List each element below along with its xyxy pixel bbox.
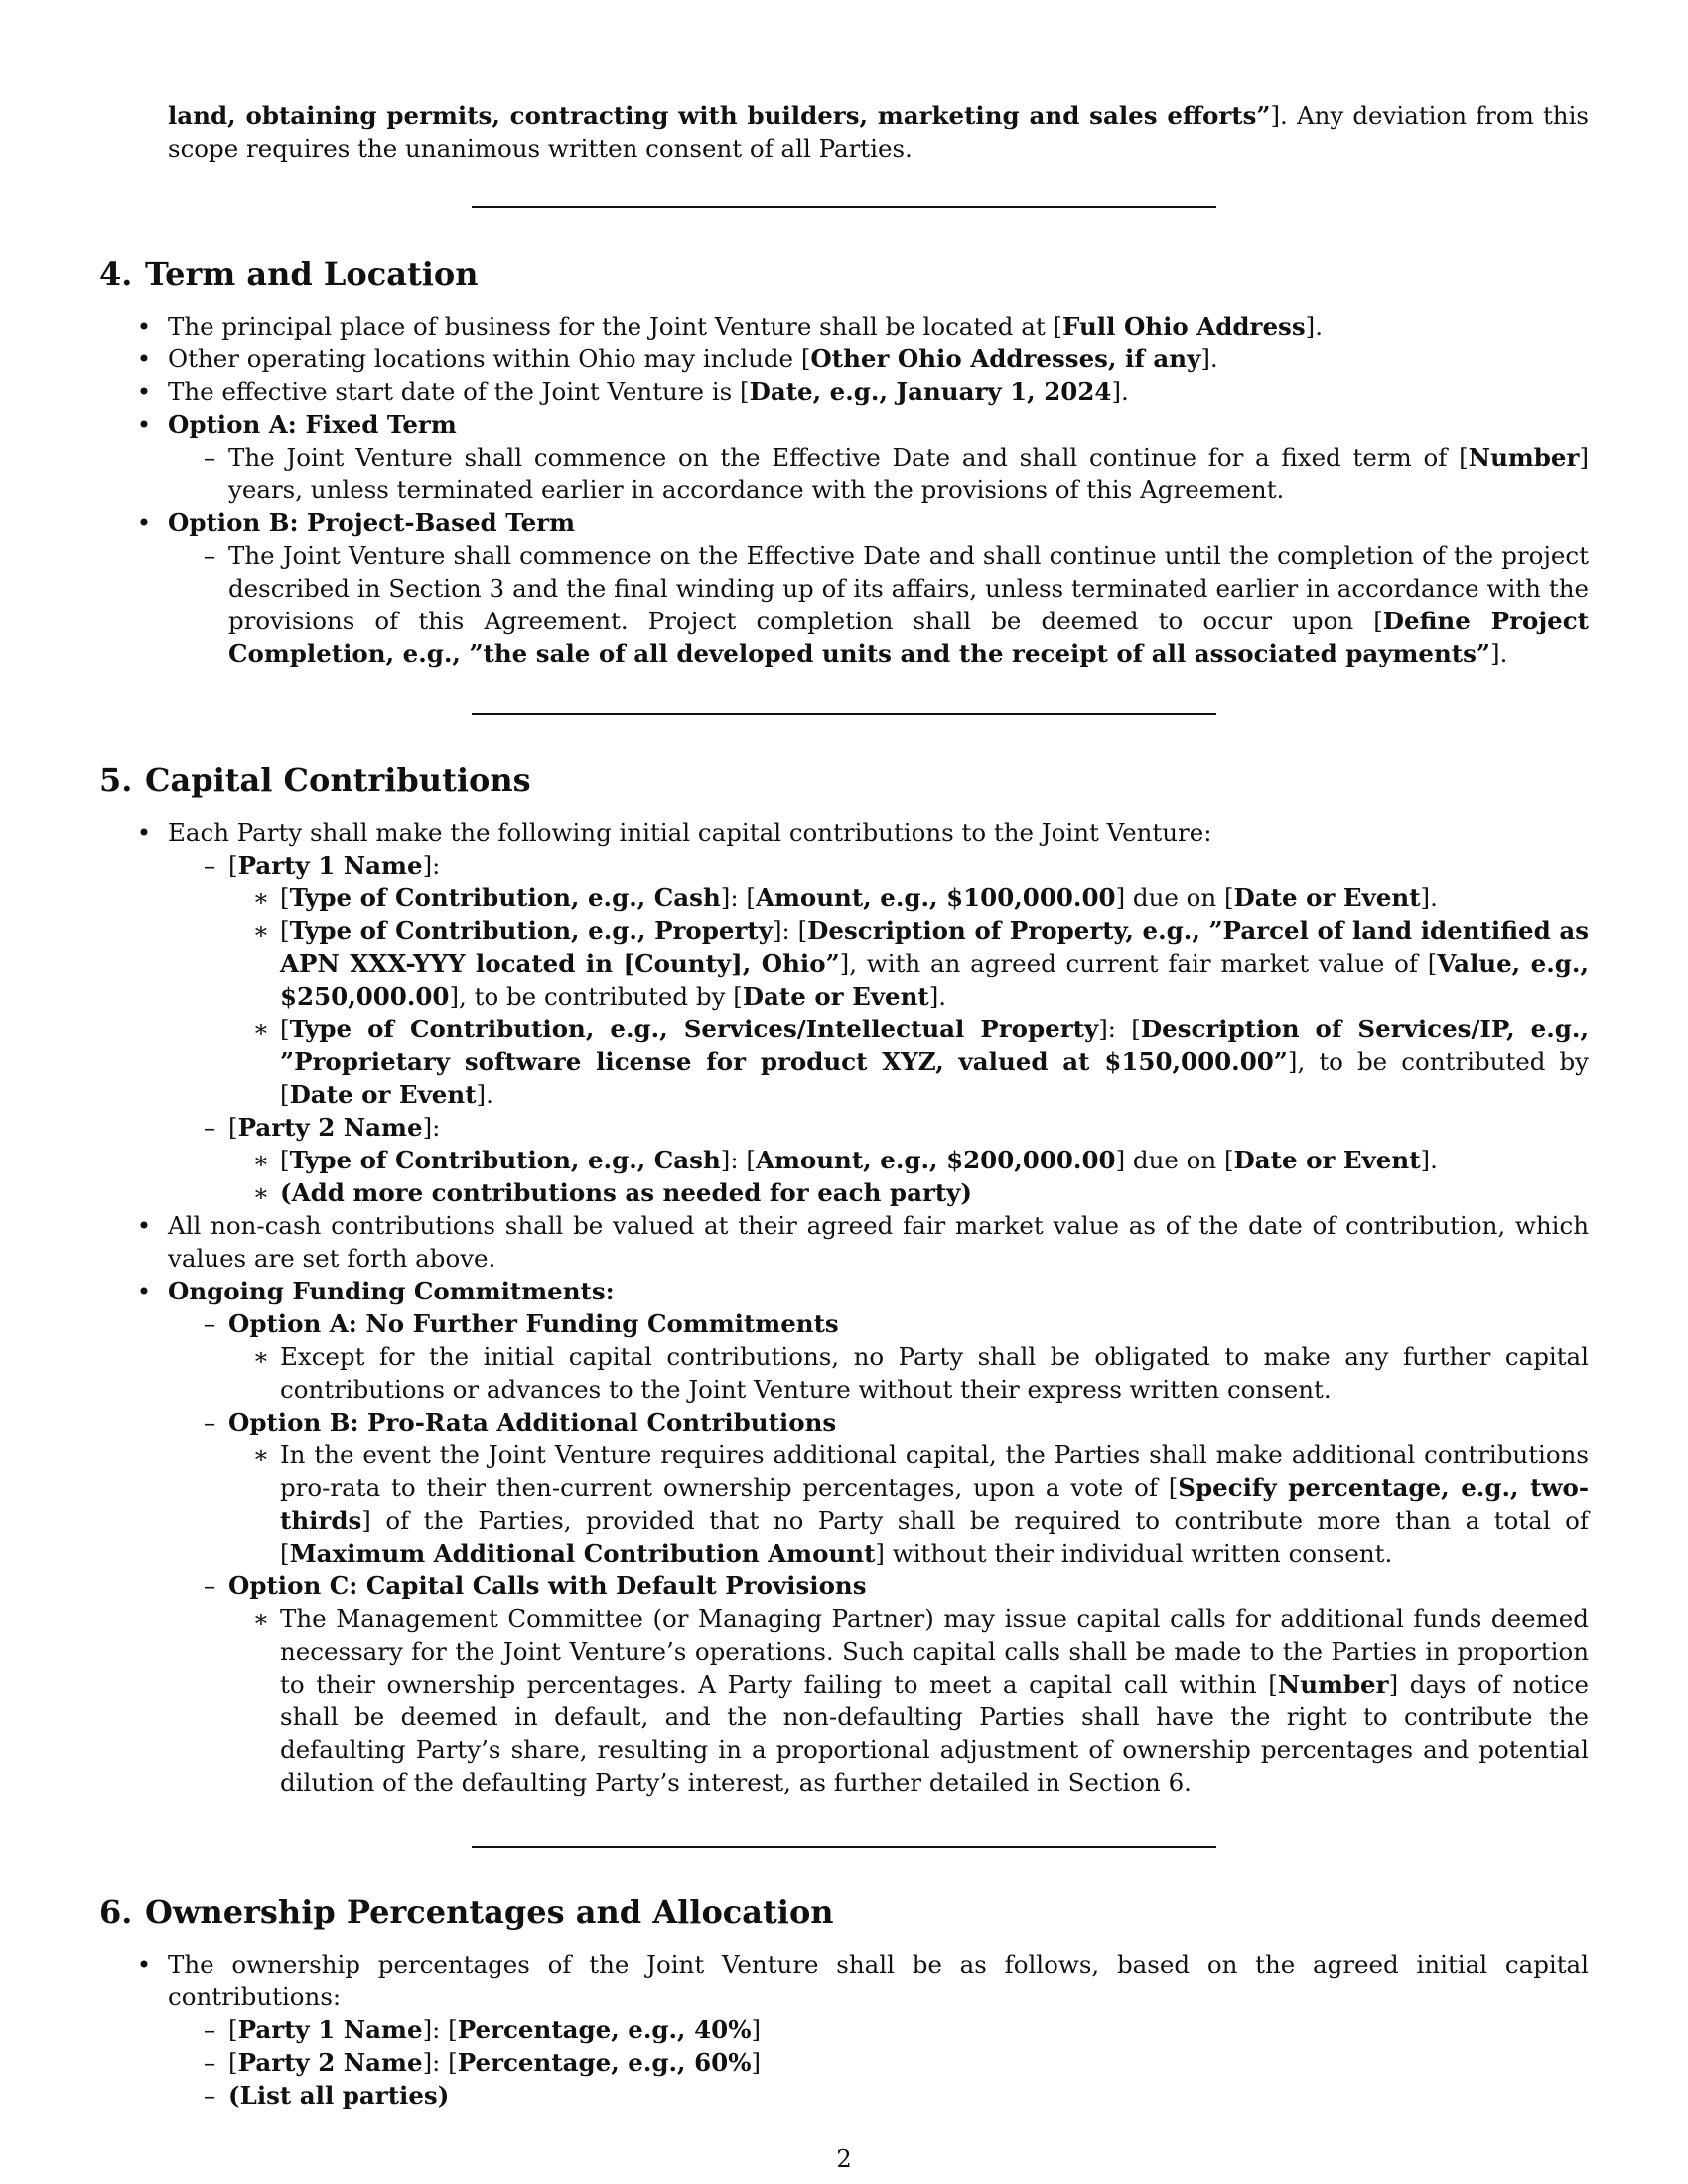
list-item: – The Joint Venture shall commence on the Effective Date and shall continue until the completion of the project described in Section 3 and the final winding up of its affairs, unless terminated earlier in accordance with the provisions of this Agreement. Project completion shall be deemed to occur upon [Define Project Completion, e.g., ”the sale of all developed units and the receipt of all associated payments”]. — [0, 539, 1688, 670]
list-item: ∗ [Type of Contribution, e.g., Cash]: [Amount, e.g., $100,000.00] due on [Date or Event]. — [0, 882, 1688, 914]
list-item — [0, 408, 1688, 441]
star-icon: ∗ — [252, 1146, 270, 1174]
list-item: • Each Party shall make the following initial capital contributions to the Joint Venture: — [0, 816, 1688, 849]
list-item — [0, 506, 1688, 539]
star-icon: ∗ — [252, 1015, 270, 1043]
list-item: ∗ [Type of Contribution, e.g., Property]: [Description of Property, e.g., ”Parcel of land identified as APN XXX-YYY located in [County], Ohio”], with an agreed current fair market value of [Value, e.g., $250,000.00], to be contributed by [Date or Event]. — [0, 914, 1688, 1013]
star-icon: ∗ — [252, 916, 270, 945]
dash-icon: – — [203, 541, 216, 570]
list-item: • Other operating locations within Ohio may include [Other Ohio Addresses, if any]. — [0, 342, 1688, 375]
dash-icon: – — [203, 1113, 216, 1142]
section-5-heading: 5. Capital Contributions — [99, 761, 531, 799]
intro-bold: land, obtaining permits, contracting with builders, marketing and sales efforts” — [168, 101, 1271, 130]
list-item: • The effective start date of the Joint Venture is [Date, e.g., January 1, 2024]. — [0, 375, 1688, 408]
list-item: • The ownership percentages of the Joint Venture shall be as follows, based on the agreed initial capital contributions: — [0, 1948, 1688, 2013]
section-4-list — [0, 310, 1688, 670]
option-label: Option B: Project-Based Term — [168, 508, 576, 537]
star-icon: ∗ — [252, 884, 270, 912]
bullet-icon: • — [136, 1277, 152, 1305]
list-item: ∗ The Management Committee (or Managing Partner) may issue capital calls for additional funds deemed necessary for the Joint Venture’s operations. Such capital calls shall be made to the Parties in proportion to their ownership percentages. A Party failing to meet a capital call within [Number] days of notice shall be deemed in default, and the non-defaulting Parties shall have the right to contribute the defaulting Party’s share, resulting in a proportional adjustment of ownership percentages and potential dilution of the defaulting Party’s interest, as further detailed in Section 6. — [0, 1602, 1688, 1799]
dash-icon: – — [203, 1309, 216, 1338]
list-item: • The principal place of business for the Joint Venture shall be located at [Full Ohio Address]. — [0, 310, 1688, 342]
intro-paragraph: land, obtaining permits, contracting with builders, marketing and sales efforts”]. Any deviation from this scope requires the unanimous written consent of all Parties. — [168, 101, 1589, 163]
divider — [472, 1846, 1216, 1848]
section-6-list — [0, 1948, 1688, 2112]
dash-icon: – — [203, 1408, 216, 1436]
section-6-heading: 6. Ownership Percentages and Allocation — [99, 1893, 834, 1931]
bullet-icon: • — [136, 1211, 152, 1240]
list-item: • Ongoing Funding Commitments: — [0, 1275, 1688, 1307]
star-icon: ∗ — [252, 1604, 270, 1633]
list-item: ∗ [Type of Contribution, e.g., Services/Intellectual Property]: [Description of Services/IP, e.g., ”Proprietary software license for product XYZ, valued at $150,000.00”], to be contributed by [Date or Event]. — [0, 1013, 1688, 1111]
dash-icon: – — [203, 2081, 216, 2110]
star-icon: ∗ — [252, 1440, 270, 1469]
page-number: 2 — [836, 2144, 852, 2173]
bullet-icon: • — [136, 410, 152, 439]
bullet-icon: • — [136, 344, 152, 373]
intro-text: Any deviation from this scope requires the unanimous written consent of all Parties. — [168, 101, 1589, 163]
list-item: ∗ (Add more contributions as needed for each party) — [0, 1176, 1688, 1209]
star-icon: ∗ — [252, 1342, 270, 1371]
list-item: – [Party 1 Name]: — [0, 849, 1688, 882]
dash-icon: – — [203, 2048, 216, 2077]
list-item: – Option C: Capital Calls with Default Provisions — [0, 1570, 1688, 1602]
list-item: – The Joint Venture shall commence on the Effective Date and shall continue for a fixed term of [Number] years, unless terminated earlier in accordance with the provisions of this Agreement. — [0, 441, 1688, 506]
dash-icon: – — [203, 1571, 216, 1600]
bullet-icon: • — [136, 377, 152, 406]
section-4-heading: 4. Term and Location — [99, 255, 479, 293]
list-item: – [Party 1 Name]: [Percentage, e.g., 40%] — [0, 2013, 1688, 2046]
list-item: ∗ Except for the initial capital contributions, no Party shall be obligated to make any further capital contributions or advances to the Joint Venture without their express written consent. — [0, 1340, 1688, 1406]
list-item: – Option B: Pro-Rata Additional Contributions — [0, 1406, 1688, 1438]
star-icon: ∗ — [252, 1178, 270, 1207]
list-item: ∗ In the event the Joint Venture requires additional capital, the Parties shall make additional contributions pro-rata to their then-current ownership percentages, upon a vote of [Specify percentage, e.g., two-thirds] of the Parties, provided that no Party shall be required to contribute more than a total of [Maximum Additional Contribution Amount] without their individual written consent. — [0, 1438, 1688, 1570]
bullet-icon: • — [136, 1950, 152, 1979]
list-item: – [Party 2 Name]: [Percentage, e.g., 60%] — [0, 2046, 1688, 2079]
bullet-icon: • — [136, 312, 152, 341]
list-item: – [Party 2 Name]: — [0, 1111, 1688, 1144]
divider — [472, 206, 1216, 208]
bullet-icon: • — [136, 508, 152, 537]
list-item: – (List all parties) — [0, 2079, 1688, 2112]
dash-icon: – — [203, 851, 216, 880]
divider — [472, 713, 1216, 715]
dash-icon: – — [203, 2015, 216, 2044]
option-label: Option A: Fixed Term — [168, 410, 457, 439]
list-item: ∗ [Type of Contribution, e.g., Cash]: [Amount, e.g., $200,000.00] due on [Date or Event]. — [0, 1144, 1688, 1176]
section-5-list — [0, 816, 1688, 1799]
bullet-icon: • — [136, 818, 152, 847]
list-item: – Option A: No Further Funding Commitments — [0, 1307, 1688, 1340]
dash-icon: – — [203, 443, 216, 472]
list-item: • All non-cash contributions shall be valued at their agreed fair market value as of the date of contribution, which values are set forth above. — [0, 1209, 1688, 1275]
